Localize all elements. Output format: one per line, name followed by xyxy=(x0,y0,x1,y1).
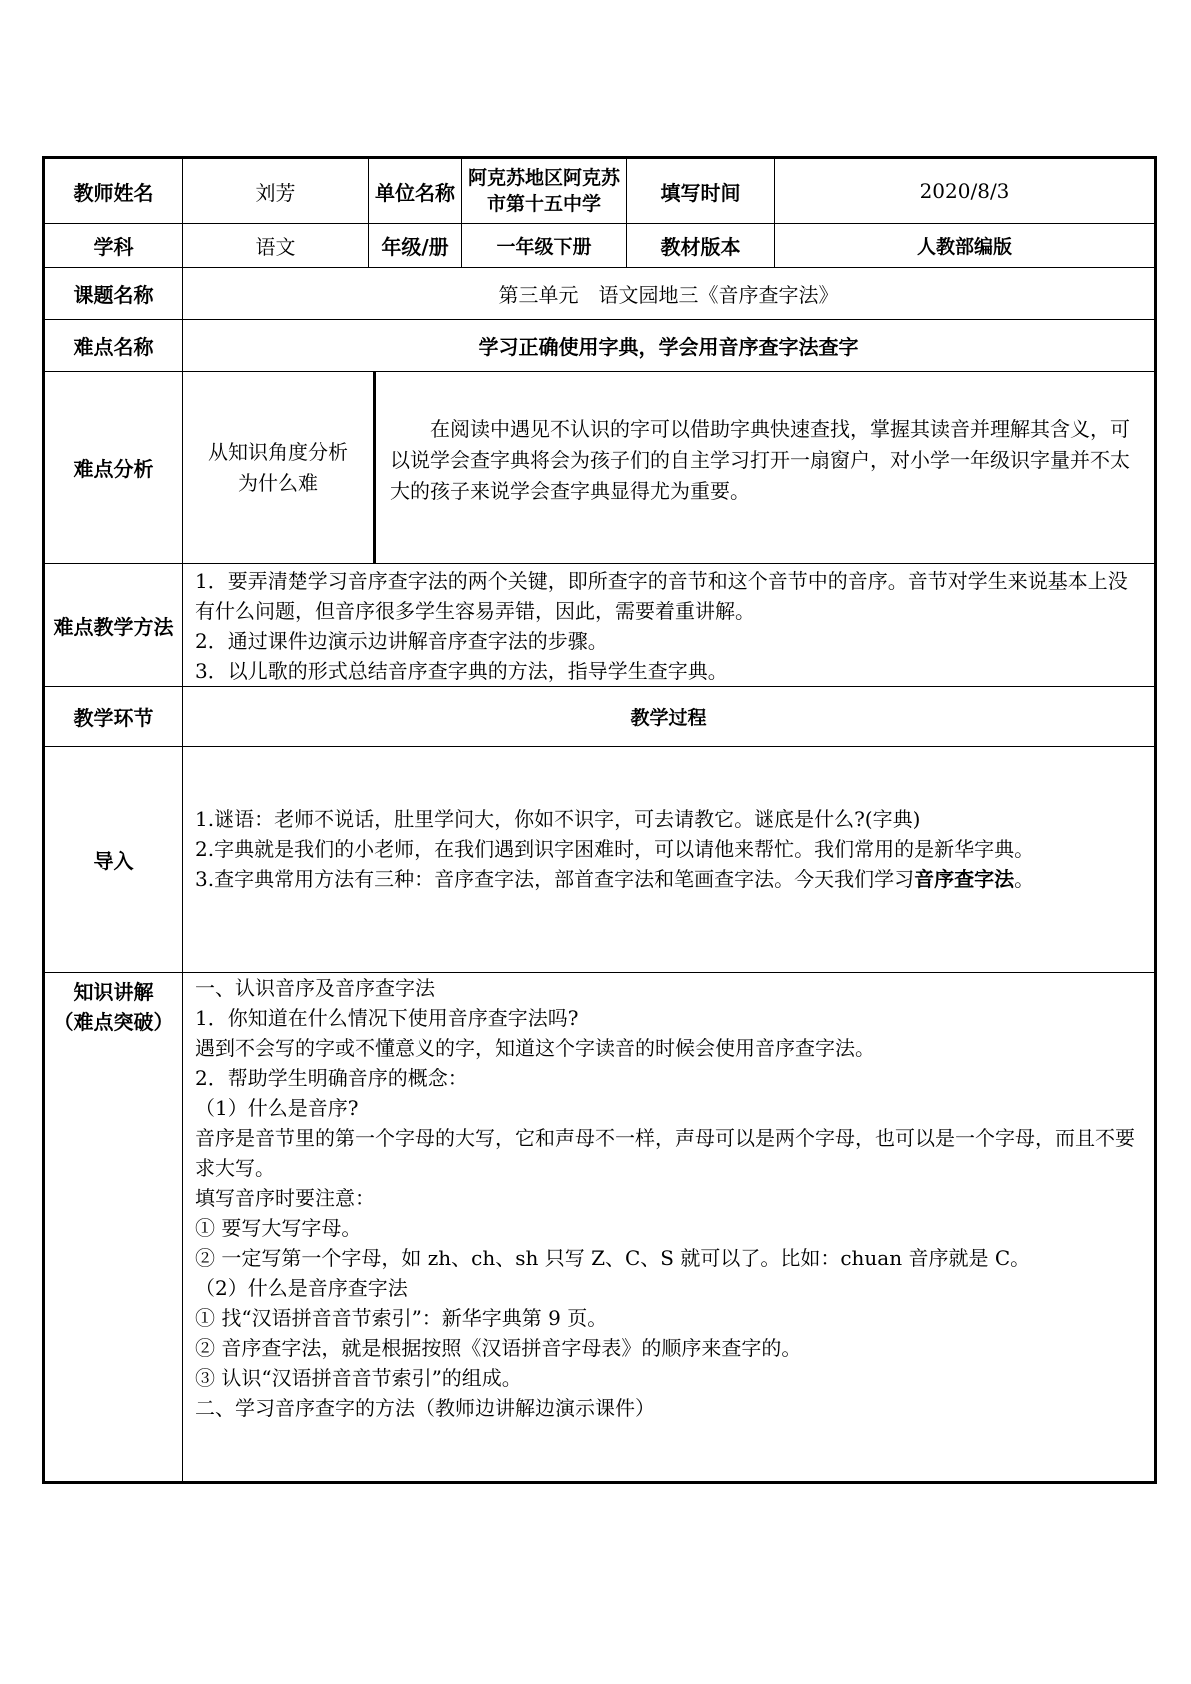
topic-value: 第三单元 语文园地三《音序查字法》 xyxy=(183,268,1156,320)
process-section-label: 教学环节 xyxy=(44,687,183,747)
knowledge-line: ③ 认识“汉语拼音音节索引”的组成。 xyxy=(195,1366,522,1390)
knowledge-line: （2）什么是音序查字法 xyxy=(195,1276,408,1300)
knowledge-line: 二、学习音序查字的方法（教师边讲解边演示课件） xyxy=(195,1396,655,1420)
fill-date-value: 2020/8/3 xyxy=(775,158,1156,224)
method-item: 1．要弄清楚学习音序查字法的两个关键，即所查字的音节和这个音节中的音序。音节对学生来说基本上没有什么问题，但音序很多学生容易弄错，因此，需要着重讲解。 xyxy=(195,569,1128,623)
analysis-question-line-2: 为什么难 xyxy=(238,470,318,495)
knowledge-line: ① 找“汉语拼音音节索引”：新华字典第 9 页。 xyxy=(195,1306,608,1330)
analysis-text: 在阅读中遇见不认识的字可以借助字典快速查找，掌握其读音并理解其含义，可以说学会查字典将会为孩子们的自主学习打开一扇窗户，对小学一年级识字量并不太大的孩子来说学会查字典显得尤为重要。 xyxy=(375,372,1156,564)
knowledge-line: 一、认识音序及音序查字法 xyxy=(195,976,435,1000)
grade-label: 年级/册 xyxy=(369,224,462,268)
topic-label: 课题名称 xyxy=(44,268,183,320)
fill-date-label: 填写时间 xyxy=(627,158,775,224)
knowledge-label xyxy=(44,973,183,1483)
knowledge-line: 音序是音节里的第一个字母的大写，它和声母不一样，声母可以是两个字母，也可以是一个字母，而且不要求大写。 xyxy=(195,1126,1135,1180)
intro-content xyxy=(183,747,1156,973)
subject-label: 学科 xyxy=(44,224,183,268)
method-content xyxy=(183,564,1156,687)
intro-label: 导入 xyxy=(44,747,183,973)
knowledge-label-line-1: 知识讲解 xyxy=(73,980,154,1004)
process-header-row xyxy=(44,687,1156,747)
method-item: 3．以儿歌的形式总结音序查字典的方法，指导学生查字典。 xyxy=(195,659,728,683)
method-row xyxy=(44,564,1156,687)
intro-item: 2.字典就是我们的小老师，在我们遇到识字困难时，可以请他来帮忙。我们常用的是新华字典。 xyxy=(195,836,1035,861)
topic-row xyxy=(44,268,1156,320)
intro-item-text: 3.查字典常用方法有三种：音序查字法，部首查字法和笔画查字法。今天我们学习 xyxy=(195,866,915,891)
knowledge-line: 遇到不会写的字或不懂意义的字，知道这个字读音的时候会使用音序查字法。 xyxy=(195,1036,875,1060)
unit-name-line-1: 阿克苏地区阿克苏 xyxy=(467,167,620,189)
subject-value: 语文 xyxy=(183,224,369,268)
intro-tail-punct: 。 xyxy=(1014,866,1035,891)
knowledge-row xyxy=(44,973,1156,1483)
process-header-value: 教学过程 xyxy=(183,687,1156,747)
method-label: 难点教学方法 xyxy=(44,564,183,687)
knowledge-line: ② 音序查字法，就是根据按照《汉语拼音字母表》的顺序来查字的。 xyxy=(195,1336,802,1360)
knowledge-line: （1）什么是音序? xyxy=(195,1096,359,1120)
teacher-name-value: 刘芳 xyxy=(183,158,369,224)
analysis-label: 难点分析 xyxy=(44,372,183,564)
knowledge-line: 2．帮助学生明确音序的概念： xyxy=(195,1066,468,1090)
unit-name-line-2: 市第十五中学 xyxy=(486,193,601,215)
analysis-question-line-1: 从知识角度分析 xyxy=(208,439,348,464)
edition-value: 人教部编版 xyxy=(775,224,1156,268)
knowledge-label-line-2: （难点突破） xyxy=(53,1010,174,1034)
difficulty-label: 难点名称 xyxy=(44,320,183,372)
knowledge-line: 1．你知道在什么情况下使用音序查字法吗? xyxy=(195,1006,579,1030)
lesson-plan-table xyxy=(42,156,1157,1484)
unit-name-value xyxy=(462,158,627,224)
grade-value: 一年级下册 xyxy=(462,224,627,268)
edition-label: 教材版本 xyxy=(627,224,775,268)
knowledge-line: ① 要写大写字母。 xyxy=(195,1216,362,1240)
knowledge-line: ② 一定写第一个字母，如 zh、ch、sh 只写 Z、C、S 就可以了。比如：chuan 音序就是 C。 xyxy=(195,1246,1031,1270)
intro-bold-term: 音序查字法 xyxy=(914,866,1015,891)
intro-row xyxy=(44,747,1156,973)
method-item: 2．通过课件边演示边讲解音序查字法的步骤。 xyxy=(195,629,608,653)
unit-name-label: 单位名称 xyxy=(369,158,462,224)
intro-item: 1.谜语：老师不说话，肚里学问大，你如不识字，可去请教它。谜底是什么?(字典) xyxy=(195,806,921,831)
knowledge-content xyxy=(183,973,1156,1483)
intro-item xyxy=(195,864,1140,894)
header-row-2 xyxy=(44,224,1156,268)
knowledge-line: 填写音序时要注意： xyxy=(195,1186,375,1210)
analysis-row xyxy=(44,372,1156,564)
header-row-1 xyxy=(44,158,1156,224)
difficulty-row xyxy=(44,320,1156,372)
analysis-question xyxy=(183,372,375,564)
teacher-name-label: 教师姓名 xyxy=(44,158,183,224)
difficulty-value: 学习正确使用字典，学会用音序查字法查字 xyxy=(183,320,1156,372)
